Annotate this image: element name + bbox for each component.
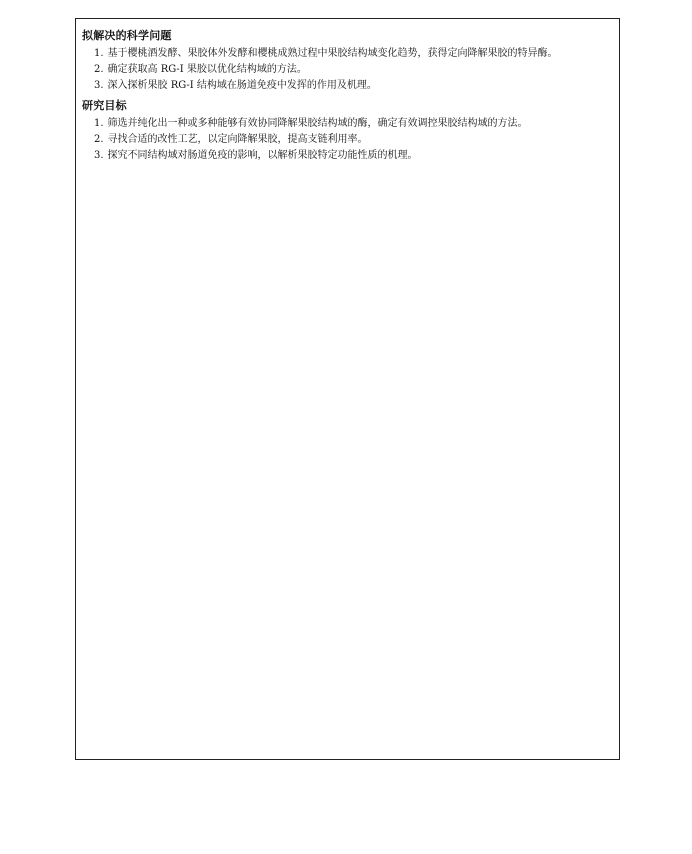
item-number: 2. xyxy=(94,64,104,75)
item-text: 深入探析果胶 RG-I 结构域在肠道免疫中发挥的作用及机理。 xyxy=(107,80,377,91)
item-text: 确定获取高 RG-I 果胶以优化结构域的方法。 xyxy=(107,64,307,75)
item-text: 探究不同结构域对肠道免疫的影响，以解析果胶特定功能性质的机理。 xyxy=(107,150,418,161)
list-item xyxy=(82,116,611,132)
item-number: 2. xyxy=(94,134,104,145)
research-goals-list xyxy=(82,116,611,164)
item-text: 筛选并纯化出一种或多种能够有效协同降解果胶结构域的酶，确定有效调控果胶结构域的方法。 xyxy=(107,118,528,129)
list-item xyxy=(82,78,611,94)
list-item xyxy=(82,148,611,164)
item-text: 寻找合适的改性工艺，以定向降解果胶，提高支链利用率。 xyxy=(107,134,368,145)
list-item xyxy=(82,46,611,62)
item-text: 基于樱桃酒发酵、果胶体外发酵和樱桃成熟过程中果胶结构域变化趋势，获得定向降解果胶的特异酶。 xyxy=(107,48,558,59)
item-number: 1. xyxy=(94,48,104,59)
item-number: 3. xyxy=(94,80,104,91)
item-number: 3. xyxy=(94,150,104,161)
list-item xyxy=(82,62,611,78)
scientific-problems-list xyxy=(82,46,611,94)
item-number: 1. xyxy=(94,118,104,129)
section-title-research-goals: 研究目标 xyxy=(82,99,127,112)
document-frame xyxy=(75,18,620,760)
section-title-scientific-problems: 拟解决的科学问题 xyxy=(82,29,172,42)
list-item xyxy=(82,132,611,148)
